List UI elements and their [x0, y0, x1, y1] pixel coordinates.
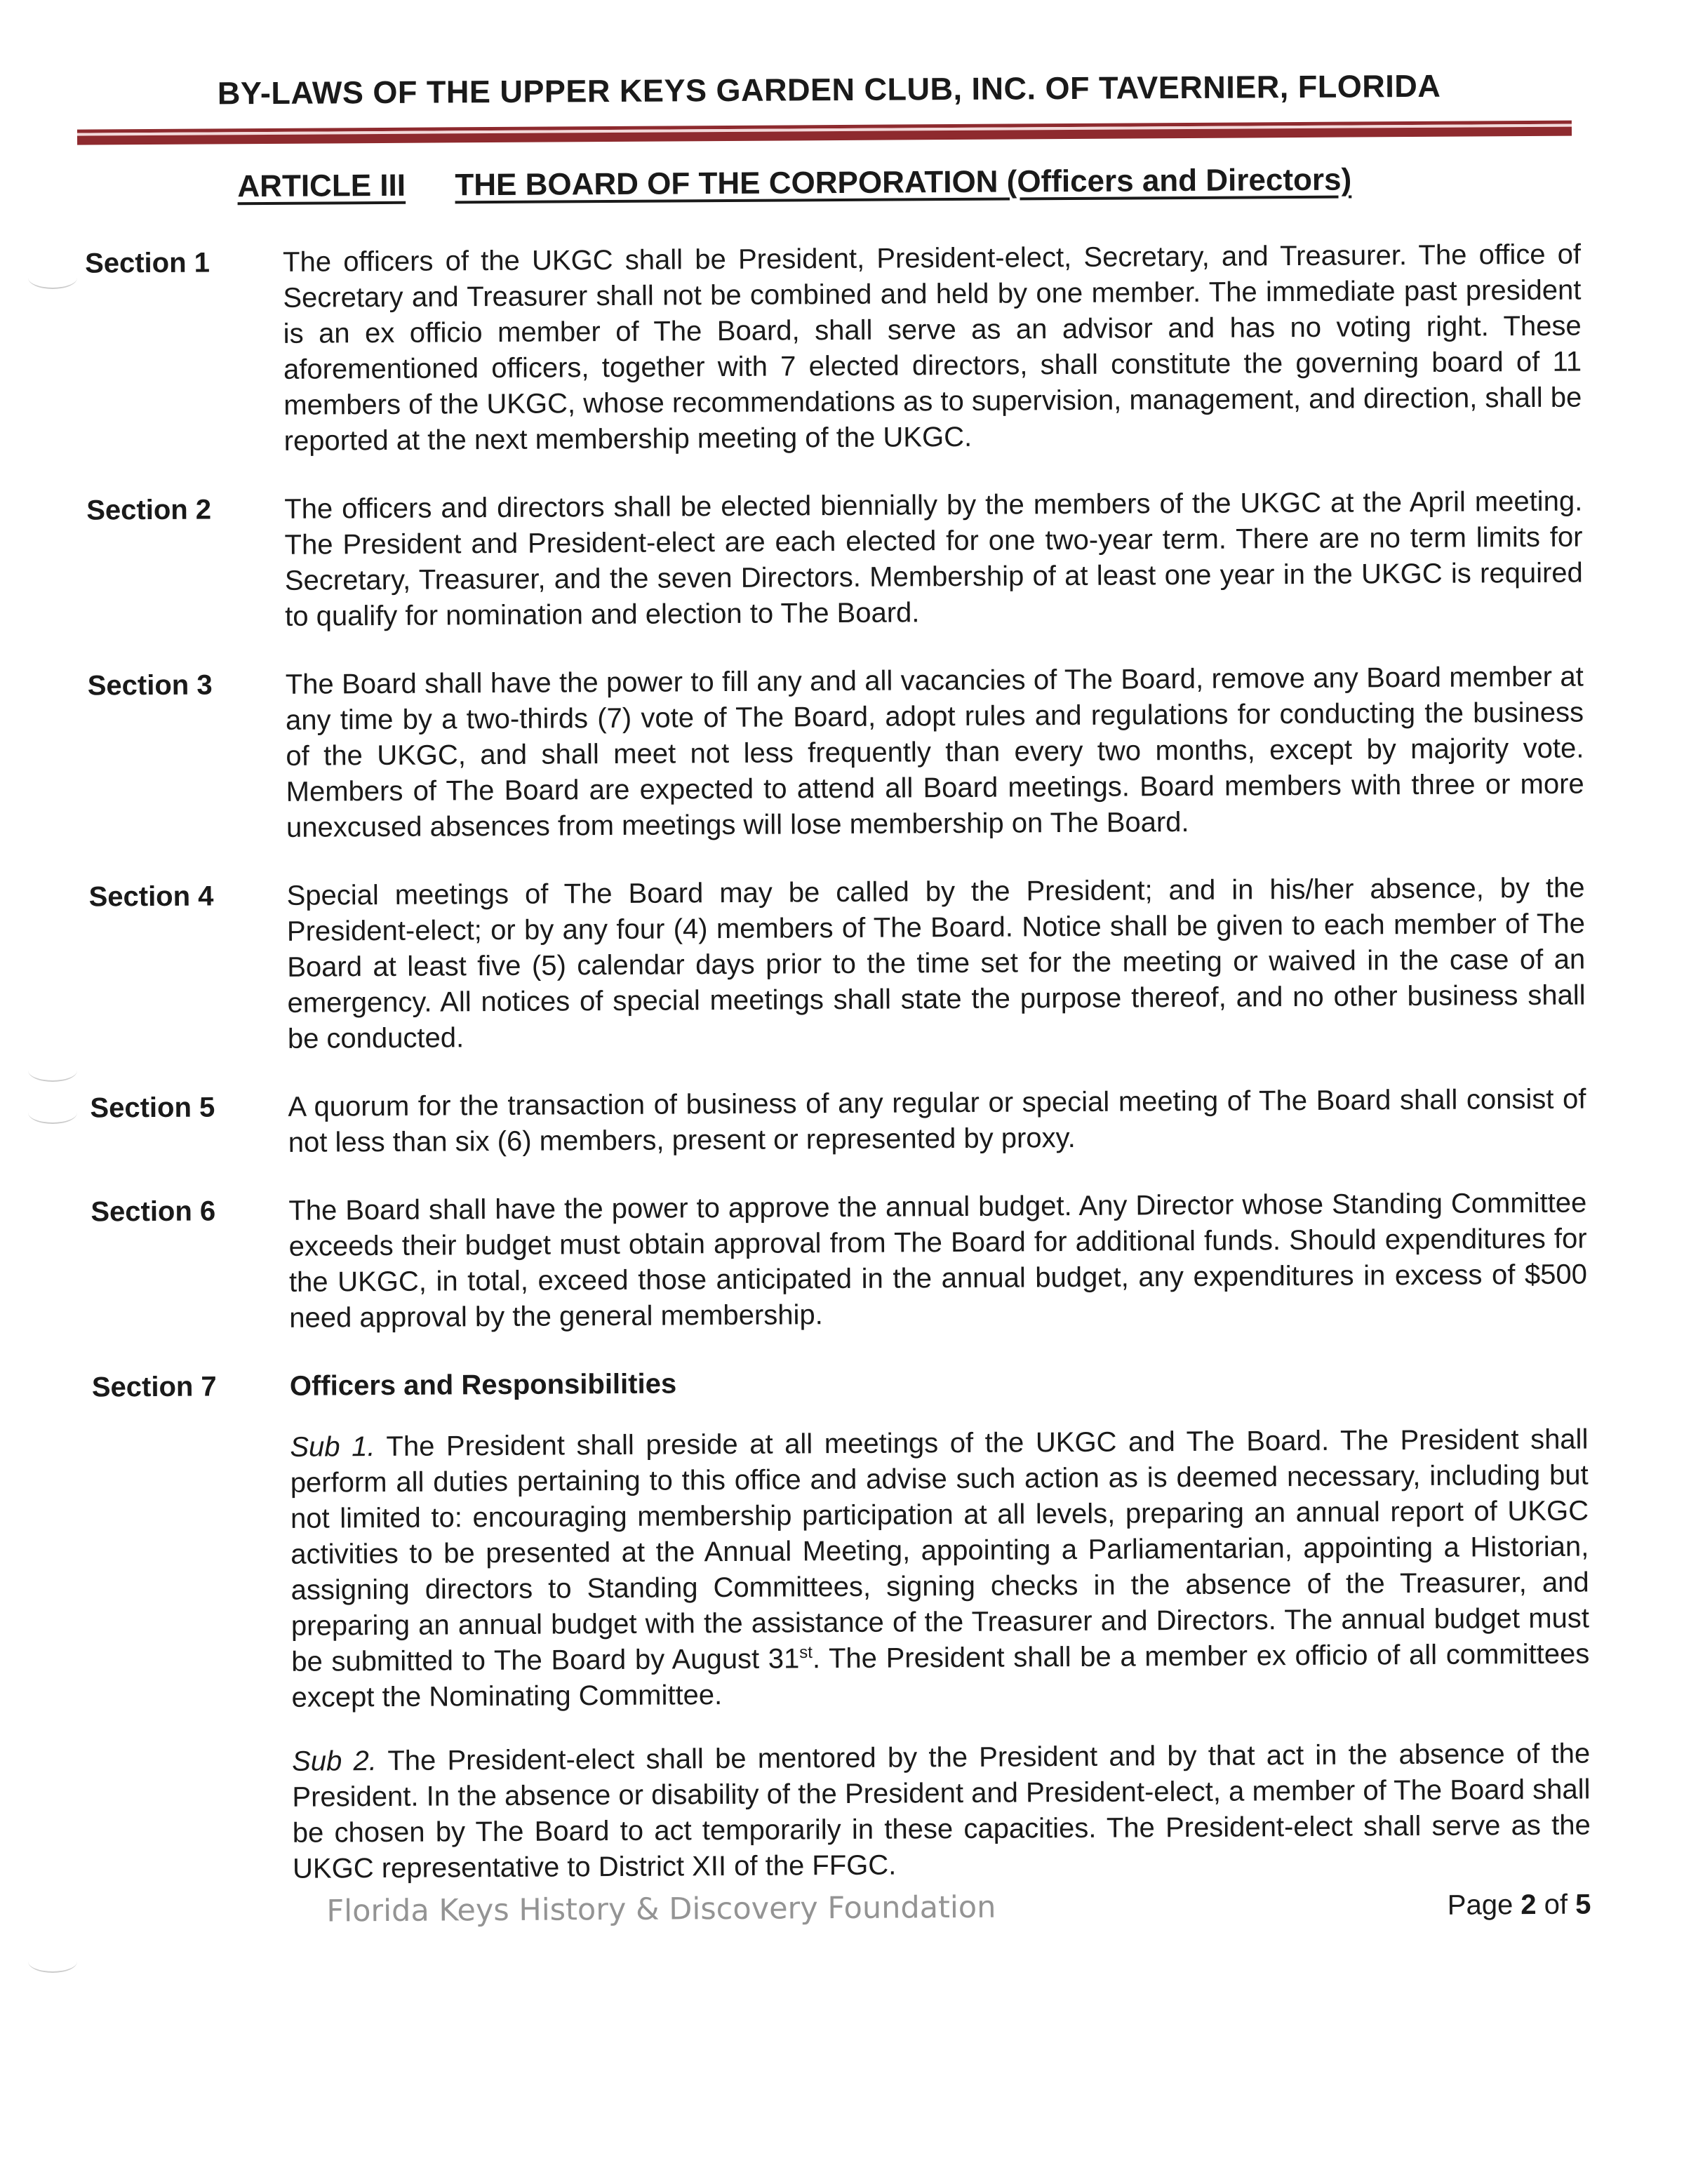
section-heading: Officers and Responsibilities	[289, 1368, 677, 1402]
section-5	[90, 1082, 1586, 1163]
section-text: The Board shall have the power to approve the annual budget. Any Director whose Standing Committee exceeds their budget must obtain approval from The Board for additional funds. Should expenditures for the UKGC, in total, exceed those anticipated in the annual budget, any expenditures in excess of $500 need approval by the general membership.	[288, 1187, 1588, 1334]
sub-paragraph-1	[290, 1422, 1589, 1716]
page-prefix: Page	[1447, 1889, 1521, 1921]
sub-prefix: Sub 2.	[292, 1746, 377, 1777]
section-text: The officers of the UKGC shall be President, President-elect, Secretary, and Treasurer. The office of Secretary and Treasurer shall not be combined and held by one member. The immediate past president is an ex officio member of The Board, shall serve as an advisor and has no voting right. These aforementioned officers, together with 7 elected directors, shall constitute the governing board of 11 members of the UKGC, whose recommendations as to supervision, management, and direction, shall be reported at the next membership meeting of the UKGC.	[282, 239, 1582, 457]
section-label: Section 2	[86, 494, 212, 526]
section-label: Section 6	[91, 1195, 216, 1228]
section-label: Section 4	[88, 880, 214, 913]
article-number: ARTICLE III	[237, 168, 406, 204]
section-1	[85, 237, 1582, 461]
document-body	[85, 237, 1591, 1931]
superscript: st	[799, 1642, 813, 1663]
page-total: 5	[1575, 1889, 1591, 1920]
section-6	[91, 1186, 1587, 1338]
page-footer	[95, 1887, 1591, 1931]
section-2	[86, 484, 1583, 636]
sub-paragraph-2	[292, 1736, 1591, 1887]
section-7	[92, 1361, 1588, 1406]
section-text: The Board shall have the power to fill any and all vacancies of The Board, remove any Board member at any time by a two-thirds (7) vote of The Board, adopt rules and regulations for conducting the business of the UKGC, and shall meet not less frequently than every two months, except by majority vote. Members of The Board are expected to attend all Board meetings. Board members with three or more unexcused absences from meetings will lose membership on The Board.	[285, 661, 1584, 843]
section-text: The officers and directors shall be elected biennially by the members of the UKGC at the April meeting. The President and President-elect are each elected for one two-year term. There are no term limits for Secretary, Treasurer, and the seven Directors. Membership of at least one year in the UKGC is required to qualify for nomination and election to The Board.	[284, 485, 1583, 632]
page-number	[1448, 1889, 1591, 1922]
section-text: Special meetings of The Board may be called by the President; and in his/her absence, by the President-elect; or by any four (4) members of The Board. Notice shall be given to each member of The Board at least five (5) calendar days prior to the time set for the meeting or waived in the case of an emergency. All notices of special meetings shall state the purpose thereof, and no other business shall be conducted.	[286, 872, 1586, 1054]
document-title: BY-LAWS OF THE UPPER KEYS GARDEN CLUB, INC. OF TAVERNIER, FLORIDA	[217, 67, 1441, 112]
section-label: Section 7	[91, 1371, 217, 1403]
title-divider	[77, 121, 1572, 145]
sub-text: The President shall preside at all meetings of the UKGC and The Board. The President shall perform all duties pertaining to this office and advise such action as is deemed necessary, including but not limited to: encouraging membership participation at all levels, preparing an annual report of UKGC activities to be presented at the Annual Meeting, appointing a Parliamentarian, appointing a Historian, assigning directors to Standing Committees, signing checks in the absence of the Treasurer, and preparing an annual budget with the assistance of the Treasurer and Directors. The annual budget must be submitted to The Board by August 31	[290, 1423, 1590, 1677]
section-label: Section 5	[90, 1092, 215, 1124]
sub-prefix: Sub 1.	[290, 1431, 375, 1463]
punch-hole-mark	[28, 1950, 77, 1973]
section-text: A quorum for the transaction of business of any regular or special meeting of The Board shall consist of not less than six (6) members, present or represented by proxy.	[288, 1083, 1586, 1158]
section-label: Section 1	[84, 247, 210, 279]
article-title: THE BOARD OF THE CORPORATION (Officers and Directors)	[455, 162, 1352, 203]
section-4	[88, 871, 1586, 1059]
watermark: Florida Keys History & Discovery Foundation	[326, 1889, 996, 1929]
sub-text: The President-elect shall be mentored by the President and by that act in the absence of the President. In the absence or disability of the President and President-elect, a member of The Board shall be chosen by The Board to act temporarily in these capacities. The President-elect shall serve as the UKGC representative to District XII of the FFGC.	[292, 1738, 1591, 1884]
section-label: Section 3	[87, 669, 213, 702]
punch-hole-mark	[28, 267, 77, 289]
section-3	[88, 659, 1585, 848]
punch-hole-mark	[28, 1059, 77, 1082]
page-sep: of	[1536, 1889, 1576, 1920]
punch-hole-mark	[28, 1101, 77, 1124]
sub-text-after: . The President shall be a member ex officio of all committees except the Nominating Committee.	[291, 1638, 1590, 1713]
page-current: 2	[1521, 1889, 1537, 1921]
